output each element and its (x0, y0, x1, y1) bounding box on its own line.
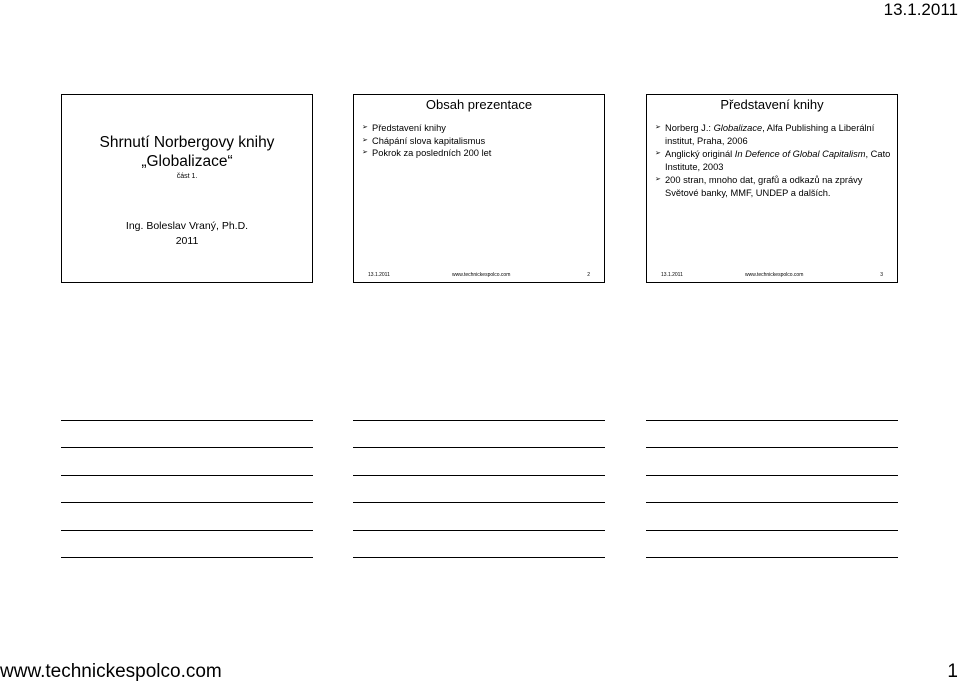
notes-lines-1 (61, 420, 313, 560)
slide-2[interactable] (353, 94, 605, 283)
list-item: ➢ Představení knihy (362, 123, 446, 133)
arrowhead-bullet-icon: ➢ (655, 150, 661, 157)
note-line (61, 447, 313, 448)
list-item: ➢ Norberg J.: Globalizace, Alfa Publishing a Liberální institut, Praha, 2006 (655, 123, 875, 146)
slide-1-title: Shrnutí Norbergovy knihy „Globalizace“ (99, 134, 275, 170)
note-line (646, 420, 898, 421)
slide-2-title: Obsah prezentace (425, 97, 533, 112)
arrowhead-bullet-icon: ➢ (655, 176, 661, 183)
list-item: ➢ Pokrok za posledních 200 let (362, 148, 492, 158)
slide-2-footer-date: 13.1.2011 (368, 272, 390, 278)
arrowhead-bullet-icon: ➢ (362, 136, 368, 144)
slide-1-author: Ing. Boleslav Vraný, Ph.D. (125, 220, 249, 232)
slide-3-footer-url: www.technickespolco.com (745, 272, 804, 278)
slide-1-year: 2011 (175, 235, 199, 247)
list-item: ➢ 200 stran, mnoho dat, grafů a odkazů na zprávy Světové banky, MMF, UNDEP a dalších. (655, 175, 863, 198)
note-line (353, 420, 605, 421)
slide-3-bullet-list (655, 122, 893, 200)
note-line (353, 475, 605, 476)
arrowhead-bullet-icon: ➢ (362, 149, 368, 156)
slide-3[interactable] (646, 94, 898, 283)
list-item: ➢ Anglický originál In Defence of Global Capitalism, Cato Institute, 2003 (655, 149, 891, 172)
note-line (646, 447, 898, 448)
slide-2-bullet-list (362, 122, 598, 160)
arrowhead-bullet-icon: ➢ (362, 124, 368, 131)
note-line (61, 475, 313, 476)
note-line (61, 420, 313, 421)
note-line (353, 557, 605, 558)
page-number: 1 (947, 661, 958, 682)
notes-lines-3 (646, 420, 898, 560)
page-date: 13.1.2011 (883, 0, 958, 19)
note-line (61, 557, 313, 558)
arrowhead-bullet-icon: ➢ (655, 124, 661, 131)
slide-1[interactable] (61, 94, 313, 283)
page-footer-url[interactable]: www.technickespolco.com (0, 661, 222, 682)
note-line (61, 530, 313, 531)
slide-3-footer-date: 13.1.2011 (661, 272, 683, 278)
slide-3-title: Představení knihy (720, 97, 824, 112)
slide-1-subtitle: část 1. (176, 173, 198, 180)
slide-3-footer-number: 3 (880, 272, 883, 278)
note-line (646, 475, 898, 476)
slide-2-footer-number: 2 (587, 272, 590, 278)
note-line (646, 502, 898, 503)
slide-2-footer-url: www.technickespolco.com (452, 272, 511, 278)
note-line (646, 557, 898, 558)
note-line (353, 530, 605, 531)
list-item: ➢ Chápání slova kapitalismus (362, 135, 486, 146)
note-line (646, 530, 898, 531)
note-line (353, 447, 605, 448)
notes-lines-2 (353, 420, 605, 560)
note-line (61, 502, 313, 503)
note-line (353, 502, 605, 503)
